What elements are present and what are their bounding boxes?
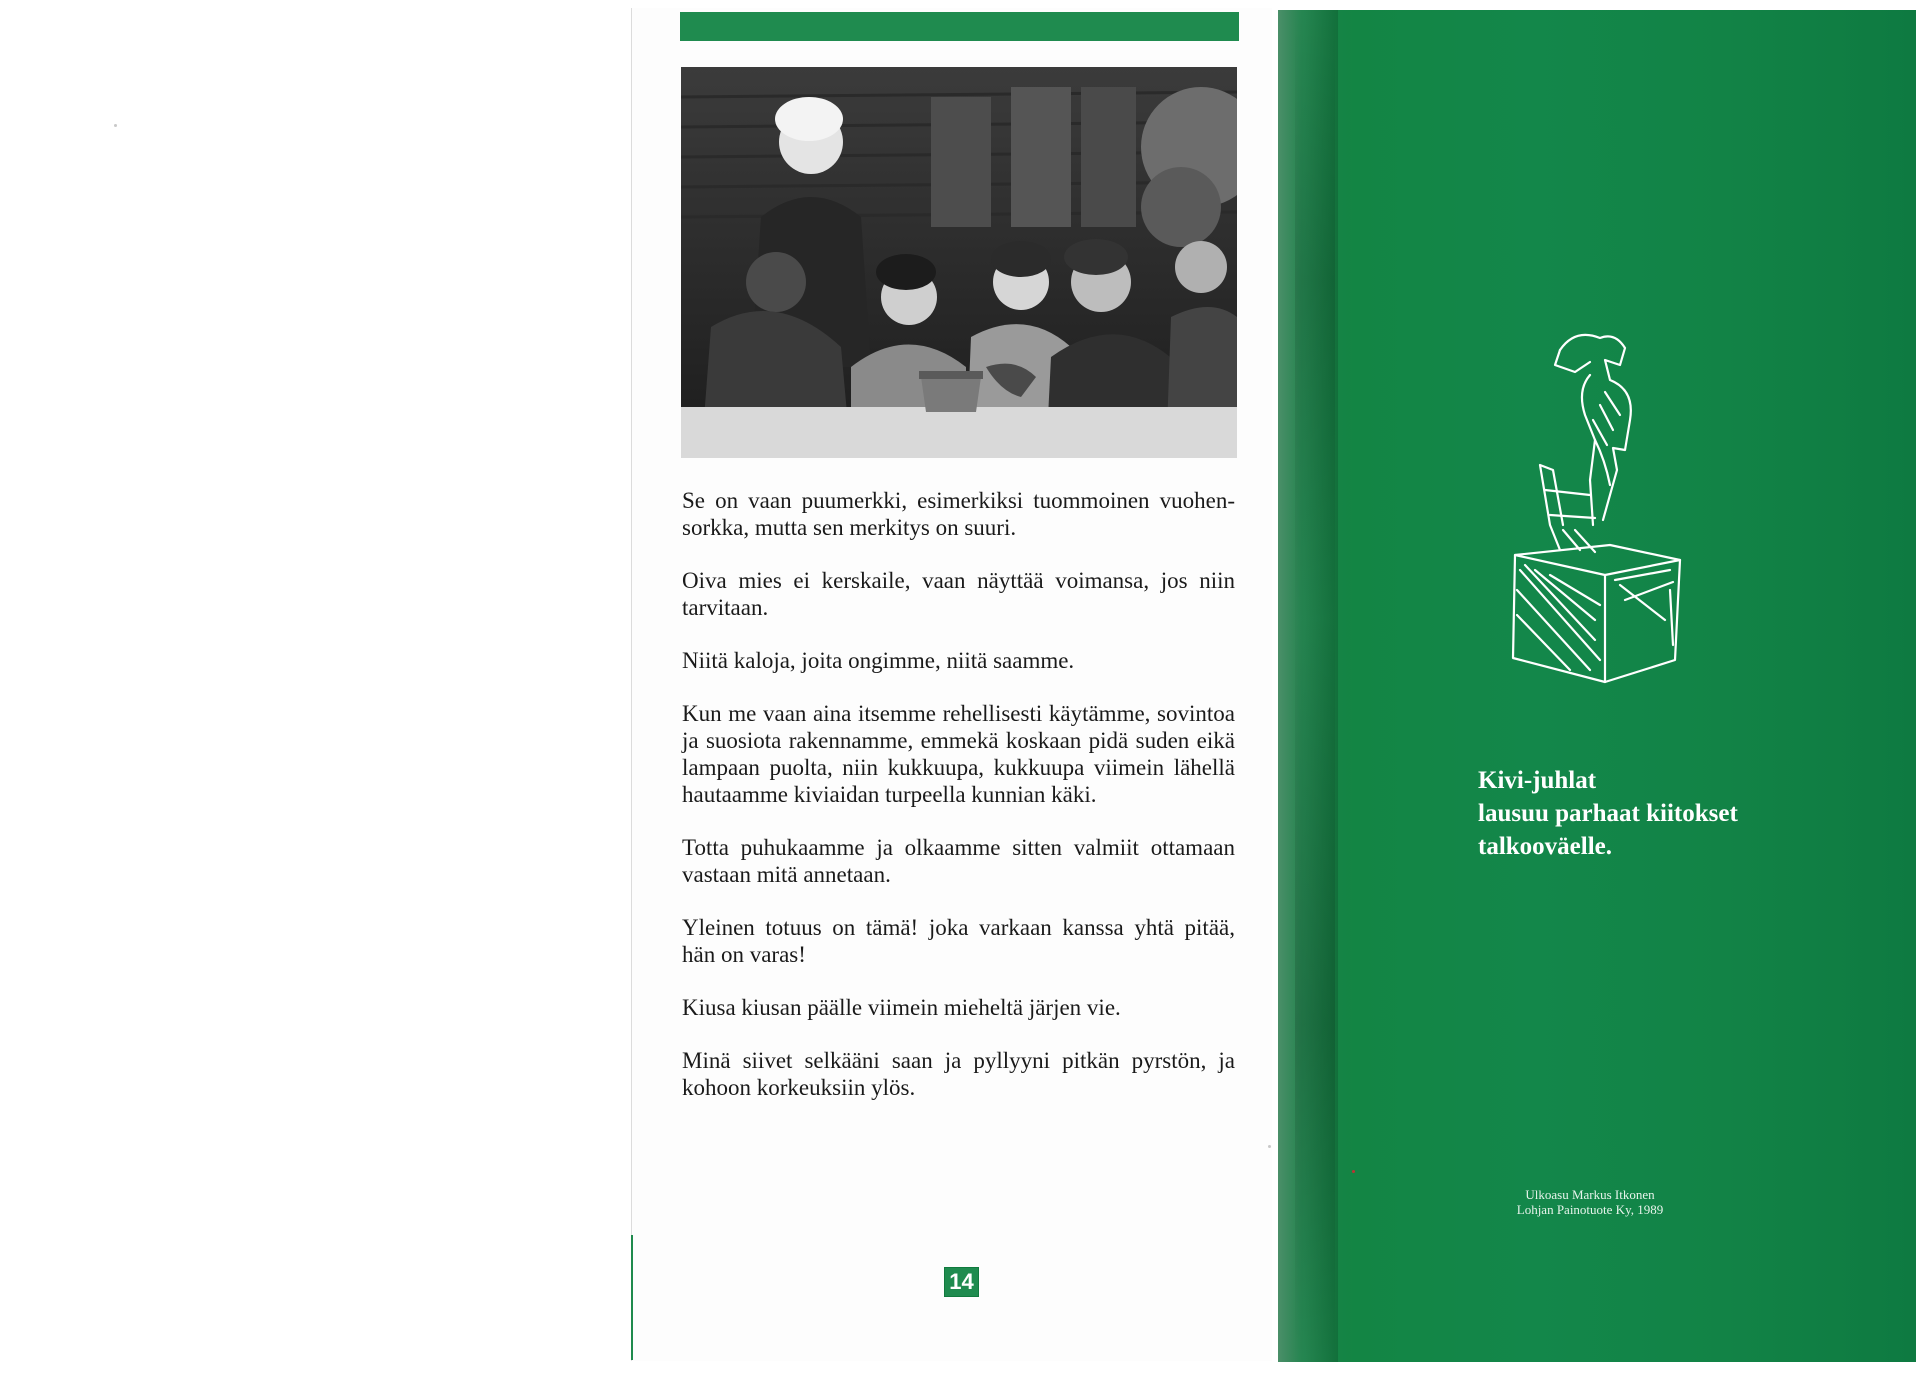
scan-speck [1352, 1170, 1355, 1173]
quote-paragraph: Kun me vaan aina itsemme rehellisesti käytämme, sovintoa ja suosiota rakennamme, emmekä koskaan pidä suden eikä lampaan puolta, niin kukkuupa, kukkuupa viimein lähellä hautaamme kiviaidan turpeella kunnian käki. [682, 701, 1235, 807]
scan-speck [1268, 1145, 1271, 1148]
page-number: 14 [944, 1267, 979, 1297]
green-header-bar [680, 12, 1239, 41]
quote-paragraph: Oiva mies ei kerskaile, vaan näyttää voimansa, jos niin tarvitaan. [682, 568, 1235, 620]
credits [1470, 1187, 1710, 1217]
quote-paragraph: Totta puhukaamme ja olkaamme sitten valmiit ottamaan vastaan mitä annetaan. [682, 835, 1235, 887]
thanks-line: talkooväelle. [1478, 833, 1613, 860]
thanks-message [1478, 764, 1808, 863]
statue-sketch-icon [1495, 320, 1705, 720]
thanks-line: Kivi-juhlat [1478, 767, 1597, 794]
quote-paragraph: Yleinen totuus on tämä! joka varkaan kanssa yhtä pitää, hän on varas! [682, 915, 1235, 967]
thanks-line: lausuu parhaat kiitokset [1478, 800, 1738, 827]
quotes-text [682, 487, 1235, 1127]
quote-paragraph: Kiusa kiusan päälle viimein mieheltä järjen vie. [682, 995, 1121, 1020]
cover-fold-shadow [1295, 10, 1335, 1362]
credit-line: Lohjan Painotuote Ky, 1989 [1516, 1202, 1664, 1217]
page-edge-stripe [631, 1235, 633, 1360]
people-at-table-photo [681, 67, 1237, 458]
quote-paragraph: Se on vaan puumerkki, esimerkiksi tuommoinen vuohen-sorkka, mutta sen merkitys on suuri. [682, 488, 1235, 540]
scan-speck [114, 124, 117, 127]
black-white-photo [681, 67, 1237, 458]
credit-line: Ulkoasu Markus Itkonen [1525, 1187, 1655, 1202]
quote-paragraph: Minä siivet selkääni saan ja pyllyyni pitkän pyrstön, ja kohoon korkeuksiin ylös. [682, 1048, 1235, 1100]
quote-paragraph: Niitä kaloja, joita ongimme, niitä saamme. [682, 648, 1075, 673]
